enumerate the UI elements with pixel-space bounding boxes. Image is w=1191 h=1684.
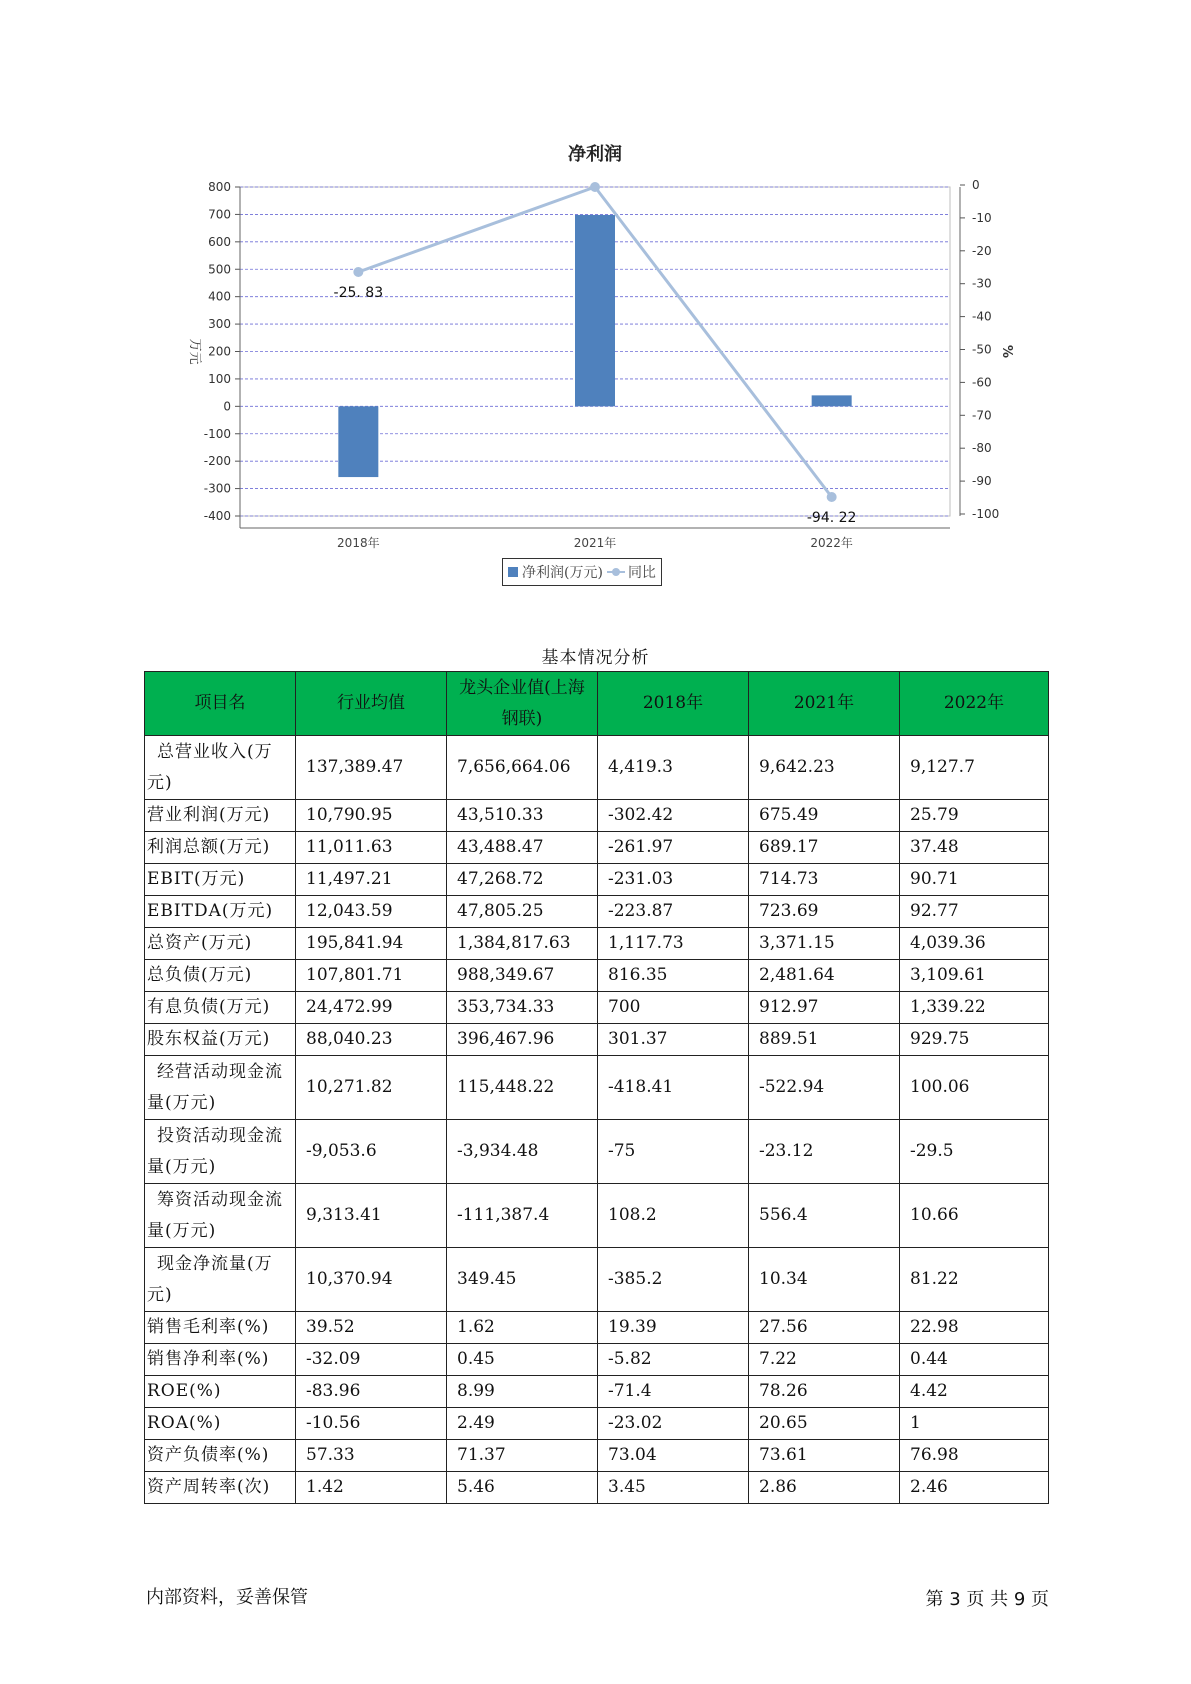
- table-cell: -32.09: [296, 1344, 447, 1376]
- table-cell: 2.46: [900, 1472, 1049, 1504]
- table-cell: 10,271.82: [296, 1056, 447, 1120]
- table-cell: 2,481.64: [749, 960, 900, 992]
- table-cell: 78.26: [749, 1376, 900, 1408]
- x-tick-label: 2018年: [337, 536, 380, 550]
- table-cell: 1,339.22: [900, 992, 1049, 1024]
- table-cell: 25.79: [900, 800, 1049, 832]
- table-cell: -5.82: [598, 1344, 749, 1376]
- y2-tick-label: -20: [972, 243, 992, 258]
- table-cell: 889.51: [749, 1024, 900, 1056]
- header-industry-avg: 行业均值: [296, 672, 447, 736]
- y-tick-label: 800: [208, 180, 231, 194]
- basic-analysis-table: [144, 671, 1049, 1504]
- line-point: [827, 492, 837, 502]
- chart-title: 净利润: [568, 144, 622, 165]
- table-cell: 912.97: [749, 992, 900, 1024]
- table-cell: 9,642.23: [749, 736, 900, 800]
- table-cell: 47,805.25: [447, 896, 598, 928]
- legend-bar-label: 净利润(万元): [522, 565, 603, 581]
- table-row: [145, 1248, 1049, 1312]
- data-label: -94. 22: [806, 509, 857, 526]
- table-cell: 27.56: [749, 1312, 900, 1344]
- table-cell: 10,370.94: [296, 1248, 447, 1312]
- table-row: [145, 1056, 1049, 1120]
- table-cell: 11,497.21: [296, 864, 447, 896]
- table-cell: 988,349.67: [447, 960, 598, 992]
- table-cell: -261.97: [598, 832, 749, 864]
- table-cell: 1.42: [296, 1472, 447, 1504]
- table-row: [145, 1408, 1049, 1440]
- row-item-name: 现金净流量(万元): [145, 1248, 296, 1312]
- row-item-name: 总资产(万元): [145, 928, 296, 960]
- y-tick-label: -200: [203, 454, 231, 469]
- table-cell: -29.5: [900, 1120, 1049, 1184]
- table-cell: -302.42: [598, 800, 749, 832]
- table-cell: 396,467.96: [447, 1024, 598, 1056]
- table-row: [145, 832, 1049, 864]
- net-profit-chart: [0, 0, 1191, 600]
- table-row: [145, 896, 1049, 928]
- table-cell: 81.22: [900, 1248, 1049, 1312]
- y-tick-label: 700: [208, 207, 231, 222]
- table-cell: -23.02: [598, 1408, 749, 1440]
- y-tick-label: 500: [208, 262, 231, 277]
- row-item-name: 销售毛利率(%): [145, 1312, 296, 1344]
- bar: [338, 406, 378, 477]
- table-row: [145, 1024, 1049, 1056]
- row-item-name: 投资活动现金流量(万元): [145, 1120, 296, 1184]
- row-item-name: 经营活动现金流量(万元): [145, 1056, 296, 1120]
- table-row: [145, 1120, 1049, 1184]
- x-tick-label: 2021年: [573, 536, 617, 550]
- y-tick-label: 300: [208, 317, 231, 332]
- table-cell: 73.04: [598, 1440, 749, 1472]
- table-cell: 301.37: [598, 1024, 749, 1056]
- data-label: -25. 83: [333, 284, 384, 301]
- table-cell: -385.2: [598, 1248, 749, 1312]
- y-tick-label: 600: [208, 234, 231, 249]
- table-cell: 0.44: [900, 1344, 1049, 1376]
- header-2018: 2018年: [598, 672, 749, 736]
- table-row: [145, 992, 1049, 1024]
- y2-tick-label: -40: [972, 309, 992, 324]
- y2-tick-label: -50: [972, 342, 992, 357]
- x-tick-label: 2022年: [810, 536, 853, 550]
- table-cell: 675.49: [749, 800, 900, 832]
- table-cell: -3,934.48: [447, 1120, 598, 1184]
- table-cell: -231.03: [598, 864, 749, 896]
- table-cell: 22.98: [900, 1312, 1049, 1344]
- table-cell: 556.4: [749, 1184, 900, 1248]
- table-cell: 47,268.72: [447, 864, 598, 896]
- y-tick-label: 200: [208, 344, 231, 359]
- table-cell: 108.2: [598, 1184, 749, 1248]
- table-cell: -223.87: [598, 896, 749, 928]
- y-tick-label: 100: [208, 371, 231, 386]
- row-item-name: 销售净利率(%): [145, 1344, 296, 1376]
- y2-tick-label: -90: [972, 474, 992, 489]
- table-cell: 43,488.47: [447, 832, 598, 864]
- table-cell: 20.65: [749, 1408, 900, 1440]
- table-cell: 10.66: [900, 1184, 1049, 1248]
- row-item-name: 总负债(万元): [145, 960, 296, 992]
- table-cell: 107,801.71: [296, 960, 447, 992]
- table-cell: 4,039.36: [900, 928, 1049, 960]
- table-cell: 929.75: [900, 1024, 1049, 1056]
- table-cell: 195,841.94: [296, 928, 447, 960]
- table-row: [145, 960, 1049, 992]
- header-leader-value: 龙头企业值(上海钢联): [447, 672, 598, 736]
- footer-page-number: 第 3 页 共 9 页: [925, 1589, 1049, 1610]
- table-cell: 19.39: [598, 1312, 749, 1344]
- row-item-name: 利润总额(万元): [145, 832, 296, 864]
- row-item-name: ROE(%): [145, 1376, 296, 1408]
- row-item-name: 总营业收入(万元): [145, 736, 296, 800]
- table-cell: 4.42: [900, 1376, 1049, 1408]
- table-cell: 1.62: [447, 1312, 598, 1344]
- table-cell: 137,389.47: [296, 736, 447, 800]
- legend-line-swatch: [607, 567, 625, 577]
- table-cell: 39.52: [296, 1312, 447, 1344]
- table-cell: 8.99: [447, 1376, 598, 1408]
- table-cell: 88,040.23: [296, 1024, 447, 1056]
- bar: [812, 395, 852, 406]
- table-cell: 10.34: [749, 1248, 900, 1312]
- table-cell: -522.94: [749, 1056, 900, 1120]
- table-cell: 43,510.33: [447, 800, 598, 832]
- row-item-name: 资产负债率(%): [145, 1440, 296, 1472]
- table-cell: 12,043.59: [296, 896, 447, 928]
- table-cell: 0.45: [447, 1344, 598, 1376]
- table-cell: -111,387.4: [447, 1184, 598, 1248]
- table-cell: 5.46: [447, 1472, 598, 1504]
- table-row: [145, 736, 1049, 800]
- y2-tick-label: 0: [972, 178, 980, 192]
- table-cell: 115,448.22: [447, 1056, 598, 1120]
- table-cell: 90.71: [900, 864, 1049, 896]
- table-cell: 1,117.73: [598, 928, 749, 960]
- table-cell: 10,790.95: [296, 800, 447, 832]
- table-cell: 816.35: [598, 960, 749, 992]
- y-tick-label: 400: [208, 289, 231, 304]
- table-cell: -75: [598, 1120, 749, 1184]
- table-cell: 2.49: [447, 1408, 598, 1440]
- table-cell: 76.98: [900, 1440, 1049, 1472]
- table-cell: -9,053.6: [296, 1120, 447, 1184]
- table-row: [145, 928, 1049, 960]
- table-cell: 9,127.7: [900, 736, 1049, 800]
- y2-tick-label: -30: [972, 276, 992, 291]
- table-cell: 700: [598, 992, 749, 1024]
- y-tick-label: -400: [203, 509, 231, 523]
- table-cell: -71.4: [598, 1376, 749, 1408]
- legend-line-label: 同比: [627, 565, 656, 581]
- table-cell: 3.45: [598, 1472, 749, 1504]
- legend-bar-swatch: [508, 567, 518, 577]
- table-row: [145, 1440, 1049, 1472]
- y2-tick-label: -60: [972, 375, 992, 390]
- table-cell: 723.69: [749, 896, 900, 928]
- row-item-name: 股东权益(万元): [145, 1024, 296, 1056]
- chart-svg: [0, 0, 1191, 600]
- table-cell: 7,656,664.06: [447, 736, 598, 800]
- y-axis-label: 万元: [187, 338, 202, 365]
- table-cell: 689.17: [749, 832, 900, 864]
- footer-confidential-note: 内部资料，妥善保管: [146, 1587, 308, 1608]
- table-cell: 37.48: [900, 832, 1049, 864]
- table-cell: 714.73: [749, 864, 900, 896]
- y2-tick-label: -70: [972, 408, 992, 423]
- row-item-name: 筹资活动现金流量(万元): [145, 1184, 296, 1248]
- table-cell: -83.96: [296, 1376, 447, 1408]
- table-row: [145, 1344, 1049, 1376]
- row-item-name: 有息负债(万元): [145, 992, 296, 1024]
- table-cell: -23.12: [749, 1120, 900, 1184]
- y2-axis-label: %: [999, 344, 1014, 359]
- table-cell: 3,371.15: [749, 928, 900, 960]
- table-cell: 11,011.63: [296, 832, 447, 864]
- table-cell: 73.61: [749, 1440, 900, 1472]
- table-cell: 353,734.33: [447, 992, 598, 1024]
- table-cell: 1,384,817.63: [447, 928, 598, 960]
- table-cell: -10.56: [296, 1408, 447, 1440]
- table-caption: 基本情况分析: [541, 648, 650, 668]
- row-item-name: ROA(%): [145, 1408, 296, 1440]
- table-cell: 1: [900, 1408, 1049, 1440]
- row-item-name: 营业利润(万元): [145, 800, 296, 832]
- table-cell: 57.33: [296, 1440, 447, 1472]
- table-cell: 349.45: [447, 1248, 598, 1312]
- table-cell: -418.41: [598, 1056, 749, 1120]
- table-row: [145, 1472, 1049, 1504]
- y-tick-label: -100: [203, 426, 231, 441]
- bar: [575, 215, 615, 406]
- line-point: [353, 267, 363, 277]
- table-cell: 7.22: [749, 1344, 900, 1376]
- table-cell: 4,419.3: [598, 736, 749, 800]
- table-row: [145, 1312, 1049, 1344]
- chart-legend: [502, 558, 662, 586]
- table-row: [145, 1184, 1049, 1248]
- row-item-name: EBIT(万元): [145, 864, 296, 896]
- y-tick-label: 0: [223, 399, 231, 414]
- table-row: [145, 1376, 1049, 1408]
- header-item-name: 项目名: [145, 672, 296, 736]
- table-cell: 71.37: [447, 1440, 598, 1472]
- row-item-name: EBITDA(万元): [145, 896, 296, 928]
- y2-tick-label: -10: [972, 210, 992, 225]
- line-point: [590, 182, 600, 192]
- table-cell: 92.77: [900, 896, 1049, 928]
- y-tick-label: -300: [203, 481, 231, 496]
- table-cell: 24,472.99: [296, 992, 447, 1024]
- table-cell: 2.86: [749, 1472, 900, 1504]
- table-cell: 3,109.61: [900, 960, 1049, 992]
- table-cell: 9,313.41: [296, 1184, 447, 1248]
- y2-tick-label: -80: [972, 441, 992, 456]
- row-item-name: 资产周转率(次): [145, 1472, 296, 1504]
- table-row: [145, 864, 1049, 896]
- y2-tick-label: -100: [972, 507, 1000, 521]
- table-cell: 100.06: [900, 1056, 1049, 1120]
- header-2021: 2021年: [749, 672, 900, 736]
- header-2022: 2022年: [900, 672, 1049, 736]
- table-row: [145, 800, 1049, 832]
- table-header-row: [145, 672, 1049, 736]
